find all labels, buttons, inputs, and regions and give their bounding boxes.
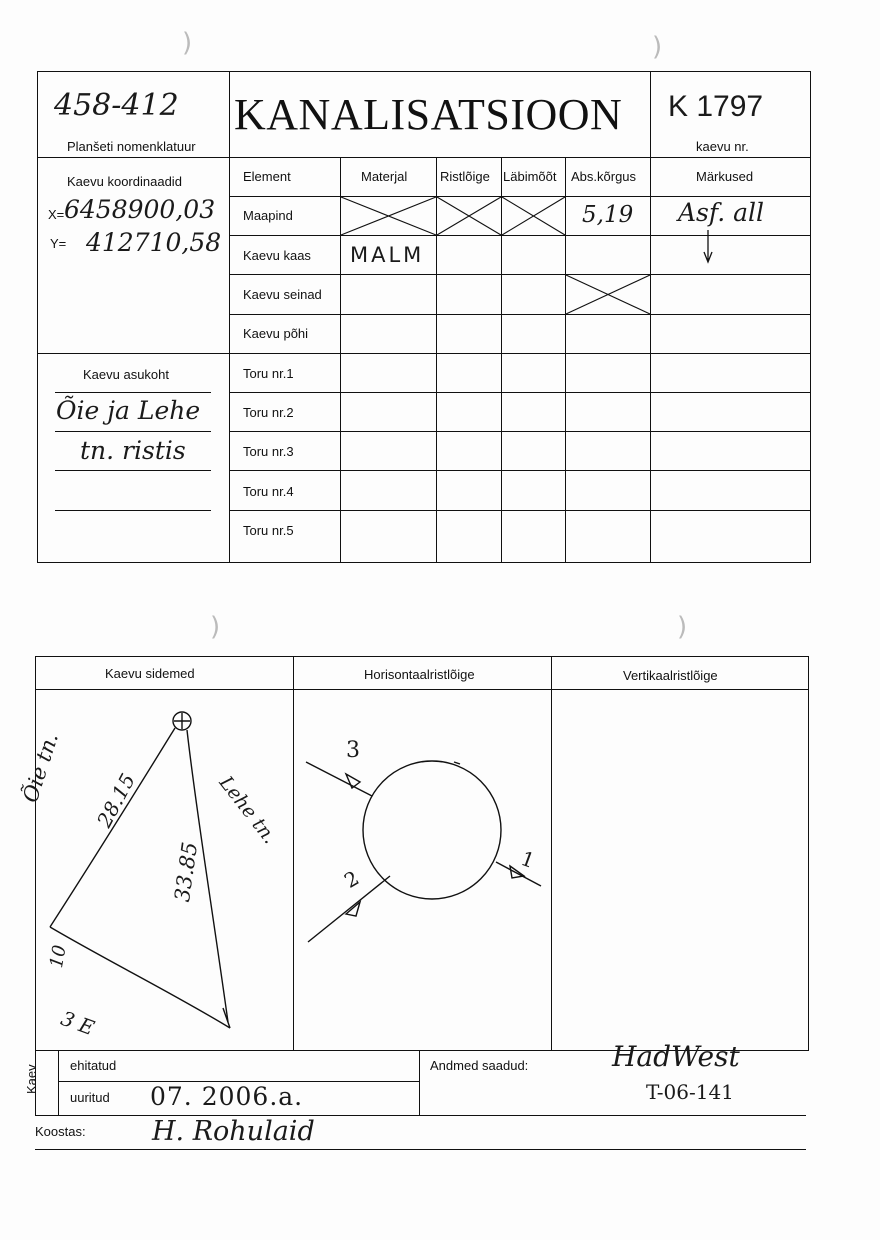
- ties-sketch: [36, 690, 294, 1050]
- uuritud-value: 07. 2006.a.: [150, 1082, 304, 1111]
- corner-label-b: 10: [46, 943, 71, 970]
- kaev-label: Kaev: [24, 1064, 39, 1094]
- page-title: KANALISATSIOON: [234, 90, 623, 139]
- horizontal-section-sketch: [294, 690, 552, 1050]
- location-line1: Õie ja Lehe: [56, 396, 201, 425]
- col-header-materjal: Materjal: [361, 169, 408, 184]
- koostas-value: H. Rohulaid: [152, 1116, 315, 1147]
- coordinates-label: Kaevu koordinaadid: [67, 174, 182, 189]
- ehitatud-label: ehitatud: [70, 1058, 117, 1073]
- col-header-element: Element: [243, 169, 291, 184]
- street-label-right: Lehe tn.: [214, 772, 281, 849]
- location-line2: tn. ristis: [80, 436, 186, 465]
- abs-korgus-maapind: 5,19: [582, 202, 634, 228]
- pipe-label-2: 2: [340, 865, 364, 893]
- andmed-signature: HadWest: [612, 1040, 740, 1073]
- tie-distance-a: 28.15: [92, 769, 141, 832]
- row-label: Toru nr.4: [243, 484, 294, 499]
- y-value: 412710,58: [86, 228, 222, 257]
- markused-arrow: [698, 228, 718, 278]
- row-label: Toru nr.1: [243, 366, 294, 381]
- plansheet-label: Planšeti nomenklatuur: [67, 139, 196, 154]
- corner-label-c: 3 E: [57, 1006, 98, 1041]
- well-number: K 1797: [668, 90, 764, 123]
- row-label: Toru nr.3: [243, 444, 294, 459]
- koostas-label: Koostas:: [35, 1124, 86, 1139]
- markused-maapind: Asf. all: [678, 198, 765, 227]
- plansheet-value: 458-412: [54, 88, 179, 123]
- col-header-markused: Märkused: [696, 169, 754, 184]
- pipe-label-1: 1: [517, 846, 538, 873]
- andmed-label: Andmed saadud:: [430, 1058, 529, 1073]
- row-label: Toru nr.2: [243, 405, 294, 420]
- row-label: Kaevu põhi: [243, 326, 309, 341]
- punch-mark: ): [210, 612, 221, 642]
- row-label: Kaevu seinad: [243, 287, 322, 302]
- section-title-vertical: Vertikaalristlõige: [623, 668, 718, 683]
- uuritud-label: uuritud: [70, 1090, 110, 1105]
- well-number-label: kaevu nr.: [696, 139, 749, 154]
- x-label: X=: [48, 207, 65, 222]
- row-label: Toru nr.5: [243, 523, 294, 538]
- row-label: Kaevu kaas: [243, 248, 311, 263]
- y-label: Y=: [50, 236, 67, 251]
- andmed-reference: T-06-141: [646, 1080, 734, 1104]
- punch-mark: ): [677, 612, 688, 642]
- punch-mark: ): [182, 28, 193, 58]
- col-header-ristloige: Ristlõige: [440, 169, 490, 184]
- materjal-kaas: MALM: [350, 243, 425, 267]
- col-header-labimoot: Läbimõõt: [503, 169, 557, 184]
- pipe-label-3: 3: [346, 738, 360, 763]
- col-header-abs-korgus: Abs.kõrgus: [571, 169, 637, 184]
- location-label: Kaevu asukoht: [83, 367, 170, 382]
- street-label-left: Õie tn.: [18, 729, 63, 806]
- row-label: Maapind: [243, 208, 293, 223]
- tie-distance-b: 33.85: [170, 840, 203, 904]
- x-value: 6458900,03: [64, 195, 216, 224]
- section-title-ties: Kaevu sidemed: [105, 666, 195, 681]
- punch-mark: ): [652, 32, 663, 62]
- section-title-horizontal: Horisontaalristlõige: [364, 667, 475, 682]
